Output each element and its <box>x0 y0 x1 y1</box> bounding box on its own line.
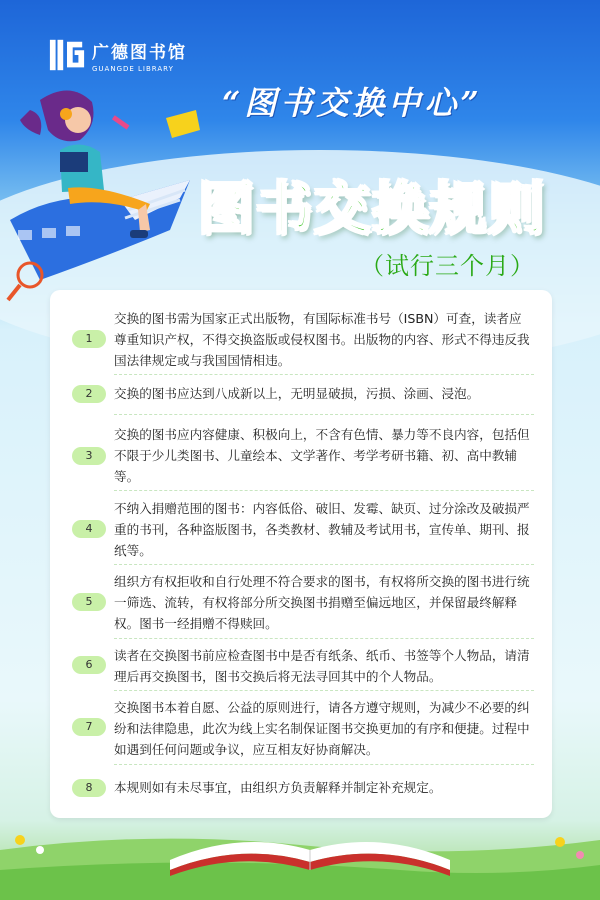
rule-text: 交换的图书需为国家正式出版物，有国际标准书号（ISBN）可查，读者应尊重知识产权，不得交换盗版或侵权图书。出版物的内容、形式不得违反我国法律规定或与我国国情相违。 <box>114 311 530 368</box>
open-book-icon <box>160 820 460 880</box>
center-title: “图书交换中心” <box>222 84 483 122</box>
rule-number: 4 <box>72 520 106 538</box>
flower-icon <box>576 851 584 859</box>
library-logo-icon <box>48 36 86 74</box>
pencil-icon <box>112 115 130 129</box>
rule-number: 5 <box>72 593 106 611</box>
book-icon <box>60 152 88 172</box>
flower-icon <box>36 846 44 854</box>
main-title: 图书交换规则 <box>198 177 546 242</box>
rules-card <box>50 290 552 818</box>
rule-text: 交换的图书应达到八成新以上，无明显破损，污损、涂画、浸泡。 <box>114 386 480 401</box>
library-name-en: GUANGDE LIBRARY <box>92 64 174 73</box>
rule-text: 不纳入捐赠范围的图书：内容低俗、破旧、发霉、缺页、过分涂改及破损严重的书刊，各种盗版图书，各类教材、教辅及考试用书，宣传单、期刊、报纸等。 <box>114 501 530 558</box>
library-name: 广德图书馆 <box>92 42 187 63</box>
rule-divider <box>114 414 534 415</box>
rule-number: 8 <box>72 779 106 797</box>
rule-divider <box>114 374 534 375</box>
rule-number: 6 <box>72 656 106 674</box>
flower-icon <box>15 835 25 845</box>
rule-text: 本规则如有未尽事宜，由组织方负责解释并制定补充规定。 <box>114 780 442 795</box>
rule-number: 1 <box>72 330 106 348</box>
rule-divider <box>114 490 534 491</box>
flower-icon <box>555 837 565 847</box>
rule-number: 2 <box>72 385 106 403</box>
library-logo <box>48 36 187 74</box>
rule-number: 3 <box>72 447 106 465</box>
rule-number: 7 <box>72 718 106 736</box>
reading-girl-illustration <box>0 80 210 320</box>
rule-divider <box>114 764 534 765</box>
rule-divider <box>114 564 534 565</box>
rule-text: 组织方有权拒收和自行处理不符合要求的图书，有权将所交换的图书进行统一筛选、流转，有权将部分所交换图书捐赠至偏远地区，并保留最终解释权。图书一经捐赠不得赎回。 <box>114 574 530 631</box>
headphone-icon <box>60 108 72 120</box>
floating-book-icon <box>166 110 200 138</box>
rule-text: 读者在交换图书前应检查图书中是否有纸条、纸币、书签等个人物品，请清理后再交换图书，图书交换后将无法寻回其中的个人物品。 <box>114 648 530 684</box>
subtitle: （试行三个月） <box>360 252 535 280</box>
rule-divider <box>114 638 534 639</box>
rule-text: 交换的图书应内容健康、积极向上，不含有色情、暴力等不良内容，包括但不限于少儿类图书、儿童绘本、文学著作、考学考研书籍、初、高中教辅等。 <box>114 427 530 484</box>
rule-text: 交换图书本着自愿、公益的原则进行，请各方遵守规则，为减少不必要的纠纷和法律隐患，此次为线上实名制保证图书交换更加的有序和便捷。过程中如遇到任何问题或争议，应互相友好协商解决。 <box>114 700 530 757</box>
rule-divider <box>114 690 534 691</box>
